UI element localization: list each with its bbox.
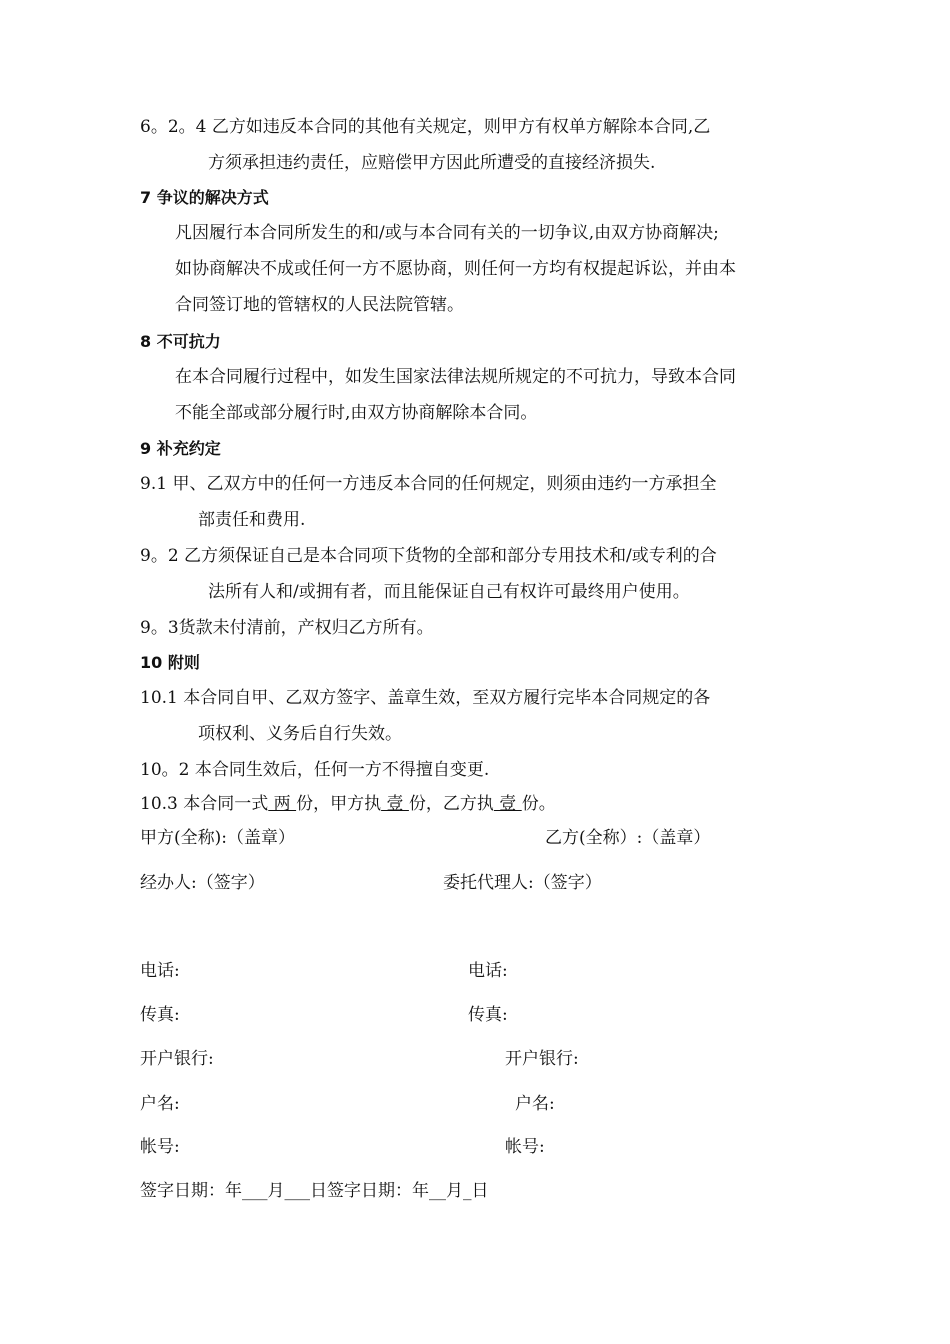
clause-9-1-line1: 9.1 甲、乙双方中的任何一方违反本合同的任何规定，则须由违约一方承担全 — [140, 474, 717, 494]
party-b-label: 乙方(全称）:（盖章） — [545, 828, 711, 848]
bank-a-label: 开户银行: — [140, 1049, 214, 1069]
clause-6-2-4-line2: 方须承担违约责任，应赔偿甲方因此所遭受的直接经济损失. — [208, 153, 656, 173]
section-7-line2: 如协商解决不成或任何一方不愿协商，则任何一方均有权提起诉讼，并由本 — [175, 259, 736, 279]
clause-9-2-line1: 9。2 乙方须保证自己是本合同项下货物的全部和部分专用技术和/或专利的合 — [140, 546, 717, 566]
clause-10-1-line2: 项权利、义务后自行失效。 — [198, 724, 402, 744]
bank-b-label: 开户银行: — [505, 1049, 579, 1069]
section-9-heading: 9 补充约定 — [140, 439, 221, 458]
clause-10-3-text-a: 10.3 本合同一式 — [140, 794, 269, 814]
clause-10-3-text-d: 份。 — [521, 794, 556, 814]
agent-label: 委托代理人:（签字） — [443, 873, 602, 893]
signing-date-line: 签字日期：年___月___日签字日期：年__月_日 — [140, 1181, 489, 1201]
handler-label: 经办人:（签字） — [140, 873, 265, 893]
phone-a-label: 电话: — [140, 961, 180, 981]
section-10-heading: 10 附则 — [140, 653, 200, 672]
copies-party-b: 壹 — [493, 794, 522, 814]
party-a-label: 甲方(全称):（盖章） — [140, 828, 295, 848]
copies-total: 两 — [268, 794, 297, 814]
clause-9-2-line2: 法所有人和/或拥有者，而且能保证自己有权许可最终用户使用。 — [208, 582, 690, 602]
section-7-line3: 合同签订地的管辖权的人民法院管辖。 — [175, 295, 464, 315]
clause-6-2-4-line1: 6。2。4 乙方如违反本合同的其他有关规定，则甲方有权单方解除本合同,乙 — [140, 117, 711, 137]
clause-9-3: 9。3货款未付清前，产权归乙方所有。 — [140, 618, 434, 638]
clause-10-2: 10。2 本合同生效后，任何一方不得擅自变更. — [140, 760, 490, 780]
copies-party-a: 壹 — [381, 794, 409, 814]
clause-9-1-line2: 部责任和费用. — [198, 510, 306, 530]
section-8-line1: 在本合同履行过程中，如发生国家法律法规所规定的不可抗力，导致本合同 — [175, 367, 736, 387]
clause-10-3 — [140, 793, 556, 815]
section-8-line2: 不能全部或部分履行时,由双方协商解除本合同。 — [175, 403, 538, 423]
account-name-b-label: 户名: — [515, 1094, 555, 1114]
phone-b-label: 电话: — [468, 961, 508, 981]
fax-a-label: 传真: — [140, 1005, 180, 1025]
clause-10-3-text-b: 份，甲方执 — [296, 794, 382, 814]
section-7-heading: 7 争议的解决方式 — [140, 188, 269, 207]
account-no-b-label: 帐号: — [505, 1137, 545, 1157]
fax-b-label: 传真: — [468, 1005, 508, 1025]
account-no-a-label: 帐号: — [140, 1137, 180, 1157]
section-8-heading: 8 不可抗力 — [140, 332, 221, 351]
section-7-line1: 凡因履行本合同所发生的和/或与本合同有关的一切争议,由双方协商解决; — [175, 223, 719, 243]
clause-10-1-line1: 10.1 本合同自甲、乙双方签字、盖章生效，至双方履行完毕本合同规定的各 — [140, 688, 711, 708]
clause-10-3-text-c: 份，乙方执 — [408, 794, 494, 814]
account-name-a-label: 户名: — [140, 1094, 180, 1114]
